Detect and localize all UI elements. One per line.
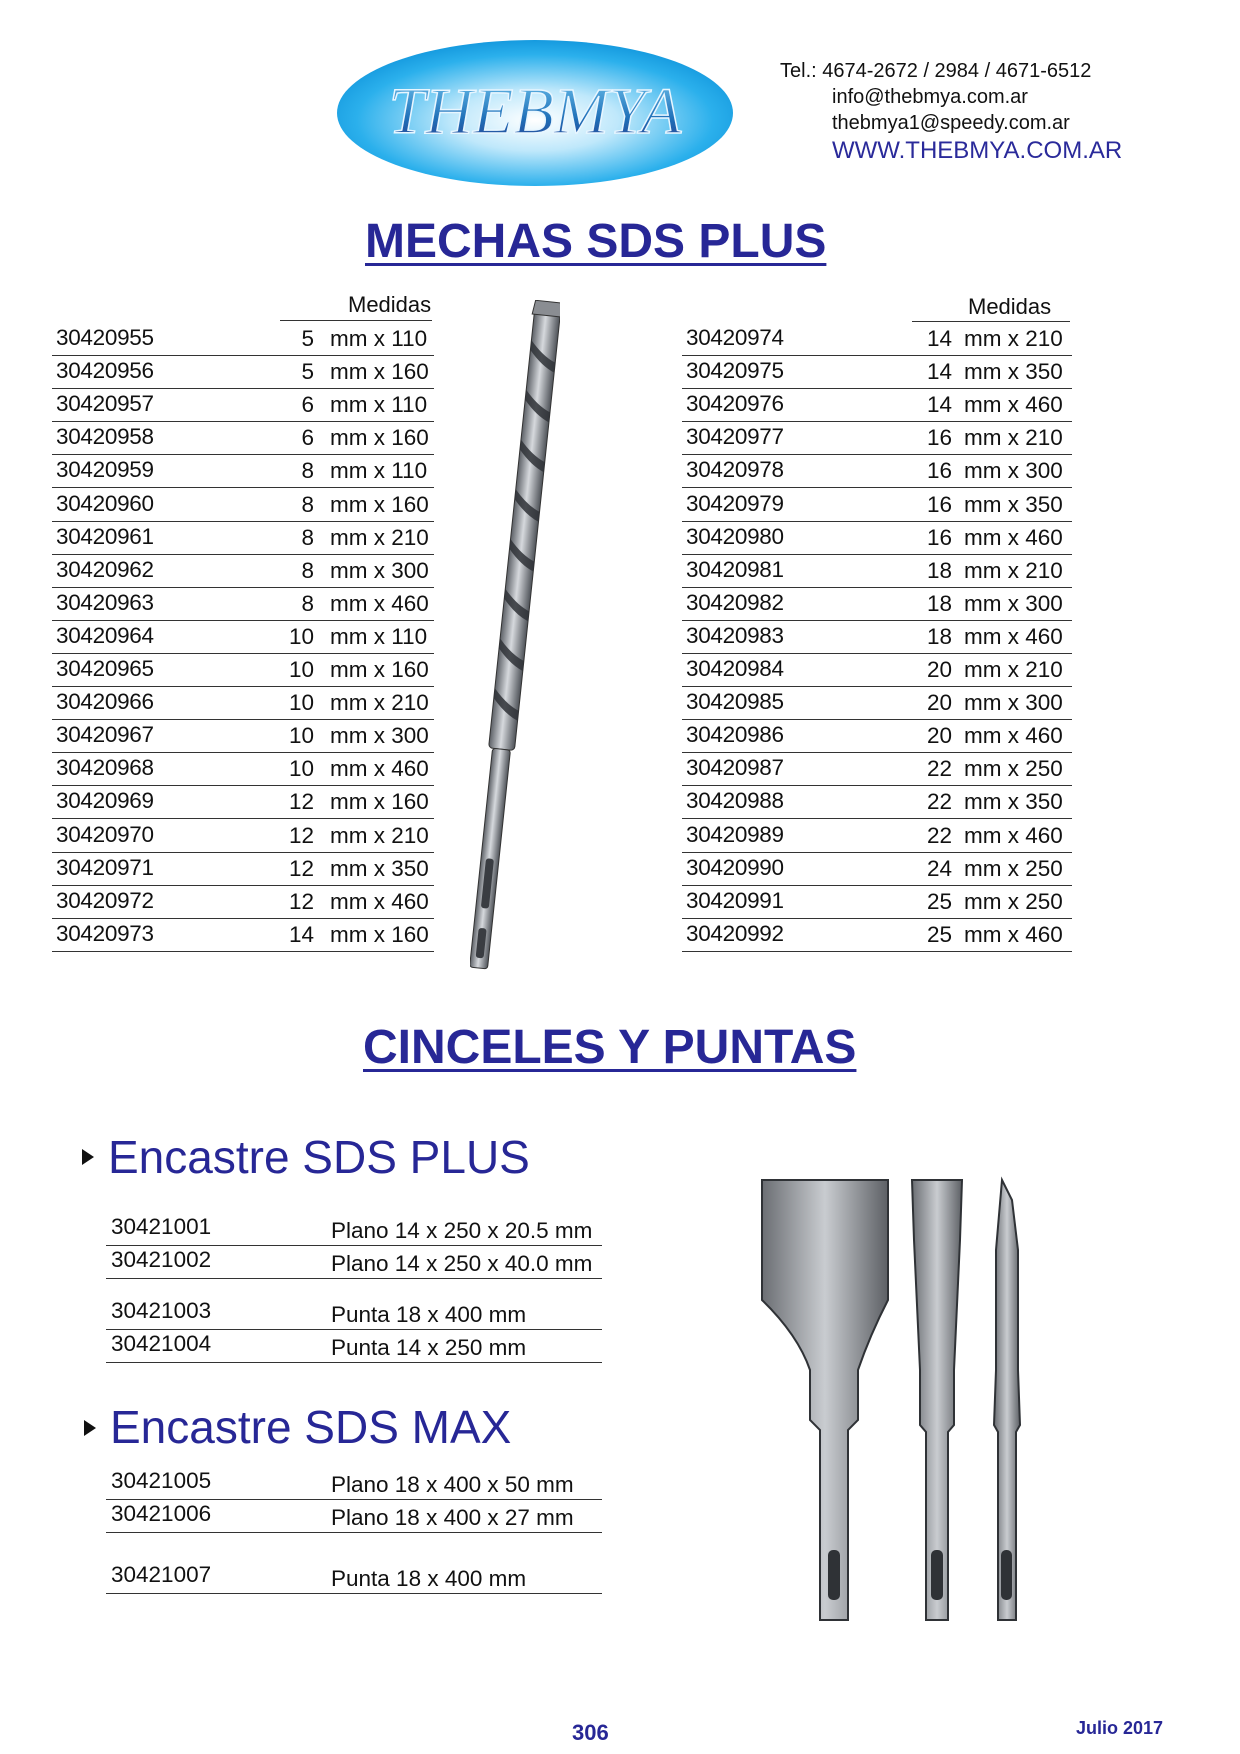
table-row [682,355,1072,389]
unit-prefix: mm x [964,723,1019,749]
table-row [52,620,434,654]
length-number: 350 [1025,491,1063,517]
length-number: 300 [1025,590,1063,616]
product-code: 30420979 [686,490,784,516]
product-description: Punta 14 x 250 mm [331,1335,527,1360]
table-row [52,521,434,555]
length-value [964,889,1063,915]
product-code: 30420978 [686,457,784,483]
product-code: 30420984 [686,656,784,681]
diameter-value: 22 [926,756,952,782]
diameter-value: 12 [288,789,314,815]
unit-prefix: mm x [330,789,385,815]
length-value [964,392,1063,418]
length-value [330,657,429,683]
length-value [964,624,1063,650]
table-row [52,322,434,356]
diameter-value: 18 [926,623,952,649]
table-row [52,388,434,422]
edition-date: Julio 2017 [1076,1718,1164,1738]
length-number: 210 [391,822,429,848]
unit-prefix: mm x [964,756,1019,782]
diameter-value: 8 [301,590,314,616]
length-value [330,723,429,749]
length-number: 460 [1025,623,1063,649]
product-description: Punta 18 x 400 mm [331,1302,527,1327]
unit-prefix: mm x [330,855,385,881]
encastre-sds-plus-title: Encastre SDS PLUS [108,1131,530,1183]
length-value [964,723,1063,749]
unit-prefix: mm x [964,888,1019,914]
length-value [330,922,429,948]
length-number: 210 [1025,557,1063,583]
product-code: 30420983 [686,622,784,648]
unit-prefix: mm x [964,690,1019,716]
unit-prefix: mm x [964,557,1019,583]
length-value [964,425,1063,451]
diameter-value: 12 [288,888,314,914]
length-number: 460 [391,590,429,616]
table-row [682,719,1072,753]
table-row [106,1212,602,1246]
length-value [964,823,1063,849]
sds-drill-bit-image [470,300,560,980]
length-value [964,756,1063,782]
length-value [964,525,1063,551]
bullet-triangle-icon [84,1420,96,1436]
product-code: 30421005 [111,1468,212,1493]
diameter-value: 12 [288,855,314,881]
table-row [682,388,1072,422]
diameter-value: 22 [926,822,952,848]
length-number: 210 [1025,326,1063,351]
website-link[interactable]: WWW.THEBMYA.COM.AR [832,137,1123,164]
table-row [106,1560,602,1594]
length-number: 460 [1025,524,1063,550]
length-number: 460 [391,756,429,782]
length-value [330,823,429,849]
table-row [52,686,434,720]
diameter-value: 6 [301,425,314,451]
chisels-image [750,1170,1080,1630]
length-number: 110 [391,623,428,649]
diameter-value: 16 [926,425,952,451]
product-code: 30421002 [111,1247,212,1272]
diameter-value: 14 [926,359,952,385]
length-value [964,657,1063,683]
length-value [330,756,429,782]
length-number: 350 [1025,789,1063,815]
product-code: 30420955 [56,325,154,350]
length-number: 300 [1025,690,1063,716]
table-row [52,752,434,786]
length-value [330,856,429,882]
product-code: 30420962 [56,556,154,582]
product-code: 30420973 [56,920,154,946]
product-code: 30420987 [686,755,784,781]
diameter-value: 8 [301,524,314,550]
table-row [52,852,434,886]
unit-prefix: mm x [964,392,1019,418]
diameter-value: 10 [288,690,314,716]
product-code: 30420977 [686,424,784,450]
diameter-value: 22 [926,789,952,815]
diameter-value: 14 [926,326,952,351]
length-value [964,458,1063,484]
length-number: 160 [391,491,429,517]
product-code: 30420971 [56,854,154,880]
length-number: 350 [1025,359,1063,385]
product-code: 30420957 [56,391,154,417]
length-value [330,690,429,716]
unit-prefix: mm x [964,491,1019,517]
length-number: 210 [391,524,429,550]
length-value [330,392,427,418]
length-value [330,458,427,484]
logo-text: THEBMYA [388,75,682,148]
diameter-value: 10 [288,657,314,682]
length-value [330,591,429,617]
email-link[interactable]: info@thebmya.com.ar [832,86,1028,108]
product-code: 30420981 [686,556,784,582]
length-number: 160 [391,657,429,682]
length-value [330,425,429,451]
length-value [330,525,429,551]
unit-prefix: mm x [330,822,385,848]
diameter-value: 5 [301,326,314,351]
table-row [682,686,1072,720]
unit-prefix: mm x [330,921,385,947]
diameter-value: 14 [926,392,952,418]
length-value [964,492,1063,518]
table-row [682,421,1072,455]
product-code: 30420961 [56,523,154,549]
product-description: Plano 14 x 250 x 20.5 mm [331,1218,593,1243]
length-number: 160 [391,359,429,385]
table-row [52,488,434,522]
length-value [964,326,1063,352]
unit-prefix: mm x [330,657,385,682]
product-code: 30420970 [56,821,154,847]
table-row [52,421,434,455]
diameter-value: 16 [926,491,952,517]
diameter-value: 10 [288,756,314,782]
length-value [330,624,427,650]
length-number: 250 [1025,756,1063,782]
product-code: 30421001 [111,1214,212,1239]
length-value [330,558,429,584]
table-row [52,819,434,853]
unit-prefix: mm x [330,326,385,351]
product-code: 30420982 [686,589,784,615]
diameter-value: 20 [926,657,952,682]
length-number: 210 [1025,657,1063,682]
unit-prefix: mm x [964,623,1019,649]
page-number: 306 [572,1720,609,1745]
length-number: 250 [1025,855,1063,881]
table-row [52,885,434,919]
diameter-value: 16 [926,524,952,550]
product-code: 30420974 [686,325,784,350]
table-row [682,488,1072,522]
product-code: 30420968 [56,755,154,781]
unit-prefix: mm x [330,690,385,716]
table-row [682,785,1072,819]
length-number: 210 [391,690,429,716]
table-row [52,554,434,588]
table-row [106,1499,602,1533]
unit-prefix: mm x [330,590,385,616]
bullet-triangle-icon [82,1149,94,1165]
product-code: 30420990 [686,854,784,880]
length-number: 460 [391,888,429,914]
diameter-value: 14 [288,921,314,947]
diameter-value: 5 [301,359,314,385]
length-number: 160 [391,425,429,451]
diameter-value: 20 [926,723,952,749]
length-number: 460 [1025,822,1063,848]
length-number: 110 [391,326,428,351]
diameter-value: 20 [926,690,952,716]
product-code: 30420965 [56,656,154,681]
product-description: Punta 18 x 400 mm [331,1566,527,1591]
length-number: 300 [391,557,429,583]
table-row [682,852,1072,886]
length-value [964,789,1063,815]
diameter-value: 16 [926,458,952,484]
unit-prefix: mm x [964,855,1019,881]
unit-prefix: mm x [330,392,385,418]
table-row [52,587,434,621]
unit-prefix: mm x [330,623,385,649]
length-number: 350 [391,855,429,881]
contact-block [780,58,1122,166]
product-code: 30420980 [686,523,784,549]
product-code: 30420966 [56,689,154,715]
length-value [330,789,429,815]
product-code: 30420975 [686,358,784,384]
table-row [682,587,1072,621]
product-code: 30420963 [56,589,154,615]
length-value [330,359,429,385]
product-code: 30420988 [686,788,784,814]
length-number: 160 [391,921,429,947]
product-code: 30420956 [56,358,154,384]
unit-prefix: mm x [964,921,1019,947]
table-row [682,554,1072,588]
company-logo [335,38,735,188]
table-row [52,355,434,389]
length-value [964,922,1063,948]
table-row [106,1466,602,1500]
table-row [682,620,1072,654]
unit-prefix: mm x [330,491,385,517]
product-description: Plano 14 x 250 x 40.0 mm [331,1251,593,1276]
product-code: 30420986 [686,722,784,748]
table-row [682,752,1072,786]
medidas-label-left: Medidas [348,292,432,317]
unit-prefix: mm x [964,425,1019,451]
product-code: 30421003 [111,1298,212,1323]
unit-prefix: mm x [330,723,385,749]
section-title-mechas: MECHAS SDS PLUS [365,215,827,268]
diameter-value: 24 [926,855,952,881]
product-description: Plano 18 x 400 x 50 mm [331,1472,574,1497]
unit-prefix: mm x [964,524,1019,550]
unit-prefix: mm x [964,458,1019,484]
unit-prefix: mm x [330,425,385,451]
unit-prefix: mm x [330,557,385,583]
unit-prefix: mm x [330,458,385,484]
unit-prefix: mm x [330,359,385,385]
product-code: 30421006 [111,1501,212,1526]
diameter-value: 8 [301,557,314,583]
length-number: 300 [1025,458,1063,484]
product-code: 30420989 [686,821,784,847]
length-value [964,591,1063,617]
table-row [682,322,1072,356]
section-title-cinceles: CINCELES Y PUNTAS [363,1021,857,1074]
encastre-sds-max-title: Encastre SDS MAX [110,1401,512,1453]
length-number: 250 [1025,888,1063,914]
product-description: Plano 18 x 400 x 27 mm [331,1505,574,1530]
diameter-value: 25 [926,921,952,947]
product-code: 30420991 [686,887,784,913]
length-number: 110 [391,458,428,484]
unit-prefix: mm x [964,359,1019,385]
email-link-secondary[interactable]: thebmya1@speedy.com.ar [832,112,1070,134]
product-code: 30420960 [56,490,154,516]
medidas-label-right: Medidas [968,294,1052,319]
product-code: 30420967 [56,722,154,748]
product-code: 30420972 [56,887,154,913]
diameter-value: 18 [926,557,952,583]
table-row [682,918,1072,952]
product-code: 30420985 [686,689,784,715]
length-value [964,690,1063,716]
diameter-value: 8 [301,491,314,517]
table-row [682,653,1072,687]
unit-prefix: mm x [330,888,385,914]
table-row [682,454,1072,488]
table-row [52,918,434,952]
table-row [52,454,434,488]
diameter-value: 10 [288,723,314,749]
length-value [330,492,429,518]
unit-prefix: mm x [964,822,1019,848]
table-row [682,819,1072,853]
unit-prefix: mm x [330,524,385,550]
table-row [106,1329,602,1363]
unit-prefix: mm x [964,590,1019,616]
table-row [52,719,434,753]
length-number: 460 [1025,723,1063,749]
table-row [106,1296,602,1330]
unit-prefix: mm x [964,657,1019,682]
length-number: 460 [1025,921,1063,947]
product-code: 30420958 [56,424,154,450]
product-code: 30420959 [56,457,154,483]
table-row [106,1245,602,1279]
length-value [330,326,427,352]
unit-prefix: mm x [964,326,1019,351]
length-number: 460 [1025,392,1063,418]
diameter-value: 6 [301,392,314,418]
product-code: 30421007 [111,1562,212,1587]
diameter-value: 12 [288,822,314,848]
unit-prefix: mm x [964,789,1019,815]
unit-prefix: mm x [330,756,385,782]
length-value [330,889,429,915]
diameter-value: 8 [301,458,314,484]
product-code: 30421004 [111,1331,212,1356]
medidas-underline-left [280,320,432,321]
length-number: 110 [391,392,428,418]
product-code: 30420969 [56,788,154,814]
length-value [964,359,1063,385]
product-code: 30420964 [56,622,154,648]
length-value [964,558,1063,584]
diameter-value: 25 [926,888,952,914]
length-number: 300 [391,723,429,749]
table-row [682,521,1072,555]
length-value [964,856,1063,882]
length-number: 210 [1025,425,1063,451]
table-row [52,785,434,819]
product-code: 30420992 [686,920,784,946]
diameter-value: 10 [288,623,314,649]
diameter-value: 18 [926,590,952,616]
table-row [682,885,1072,919]
length-number: 160 [391,789,429,815]
table-row [52,653,434,687]
product-code: 30420976 [686,391,784,417]
phone-text: Tel.: 4674-2672 / 2984 / 4671-6512 [780,60,1092,82]
